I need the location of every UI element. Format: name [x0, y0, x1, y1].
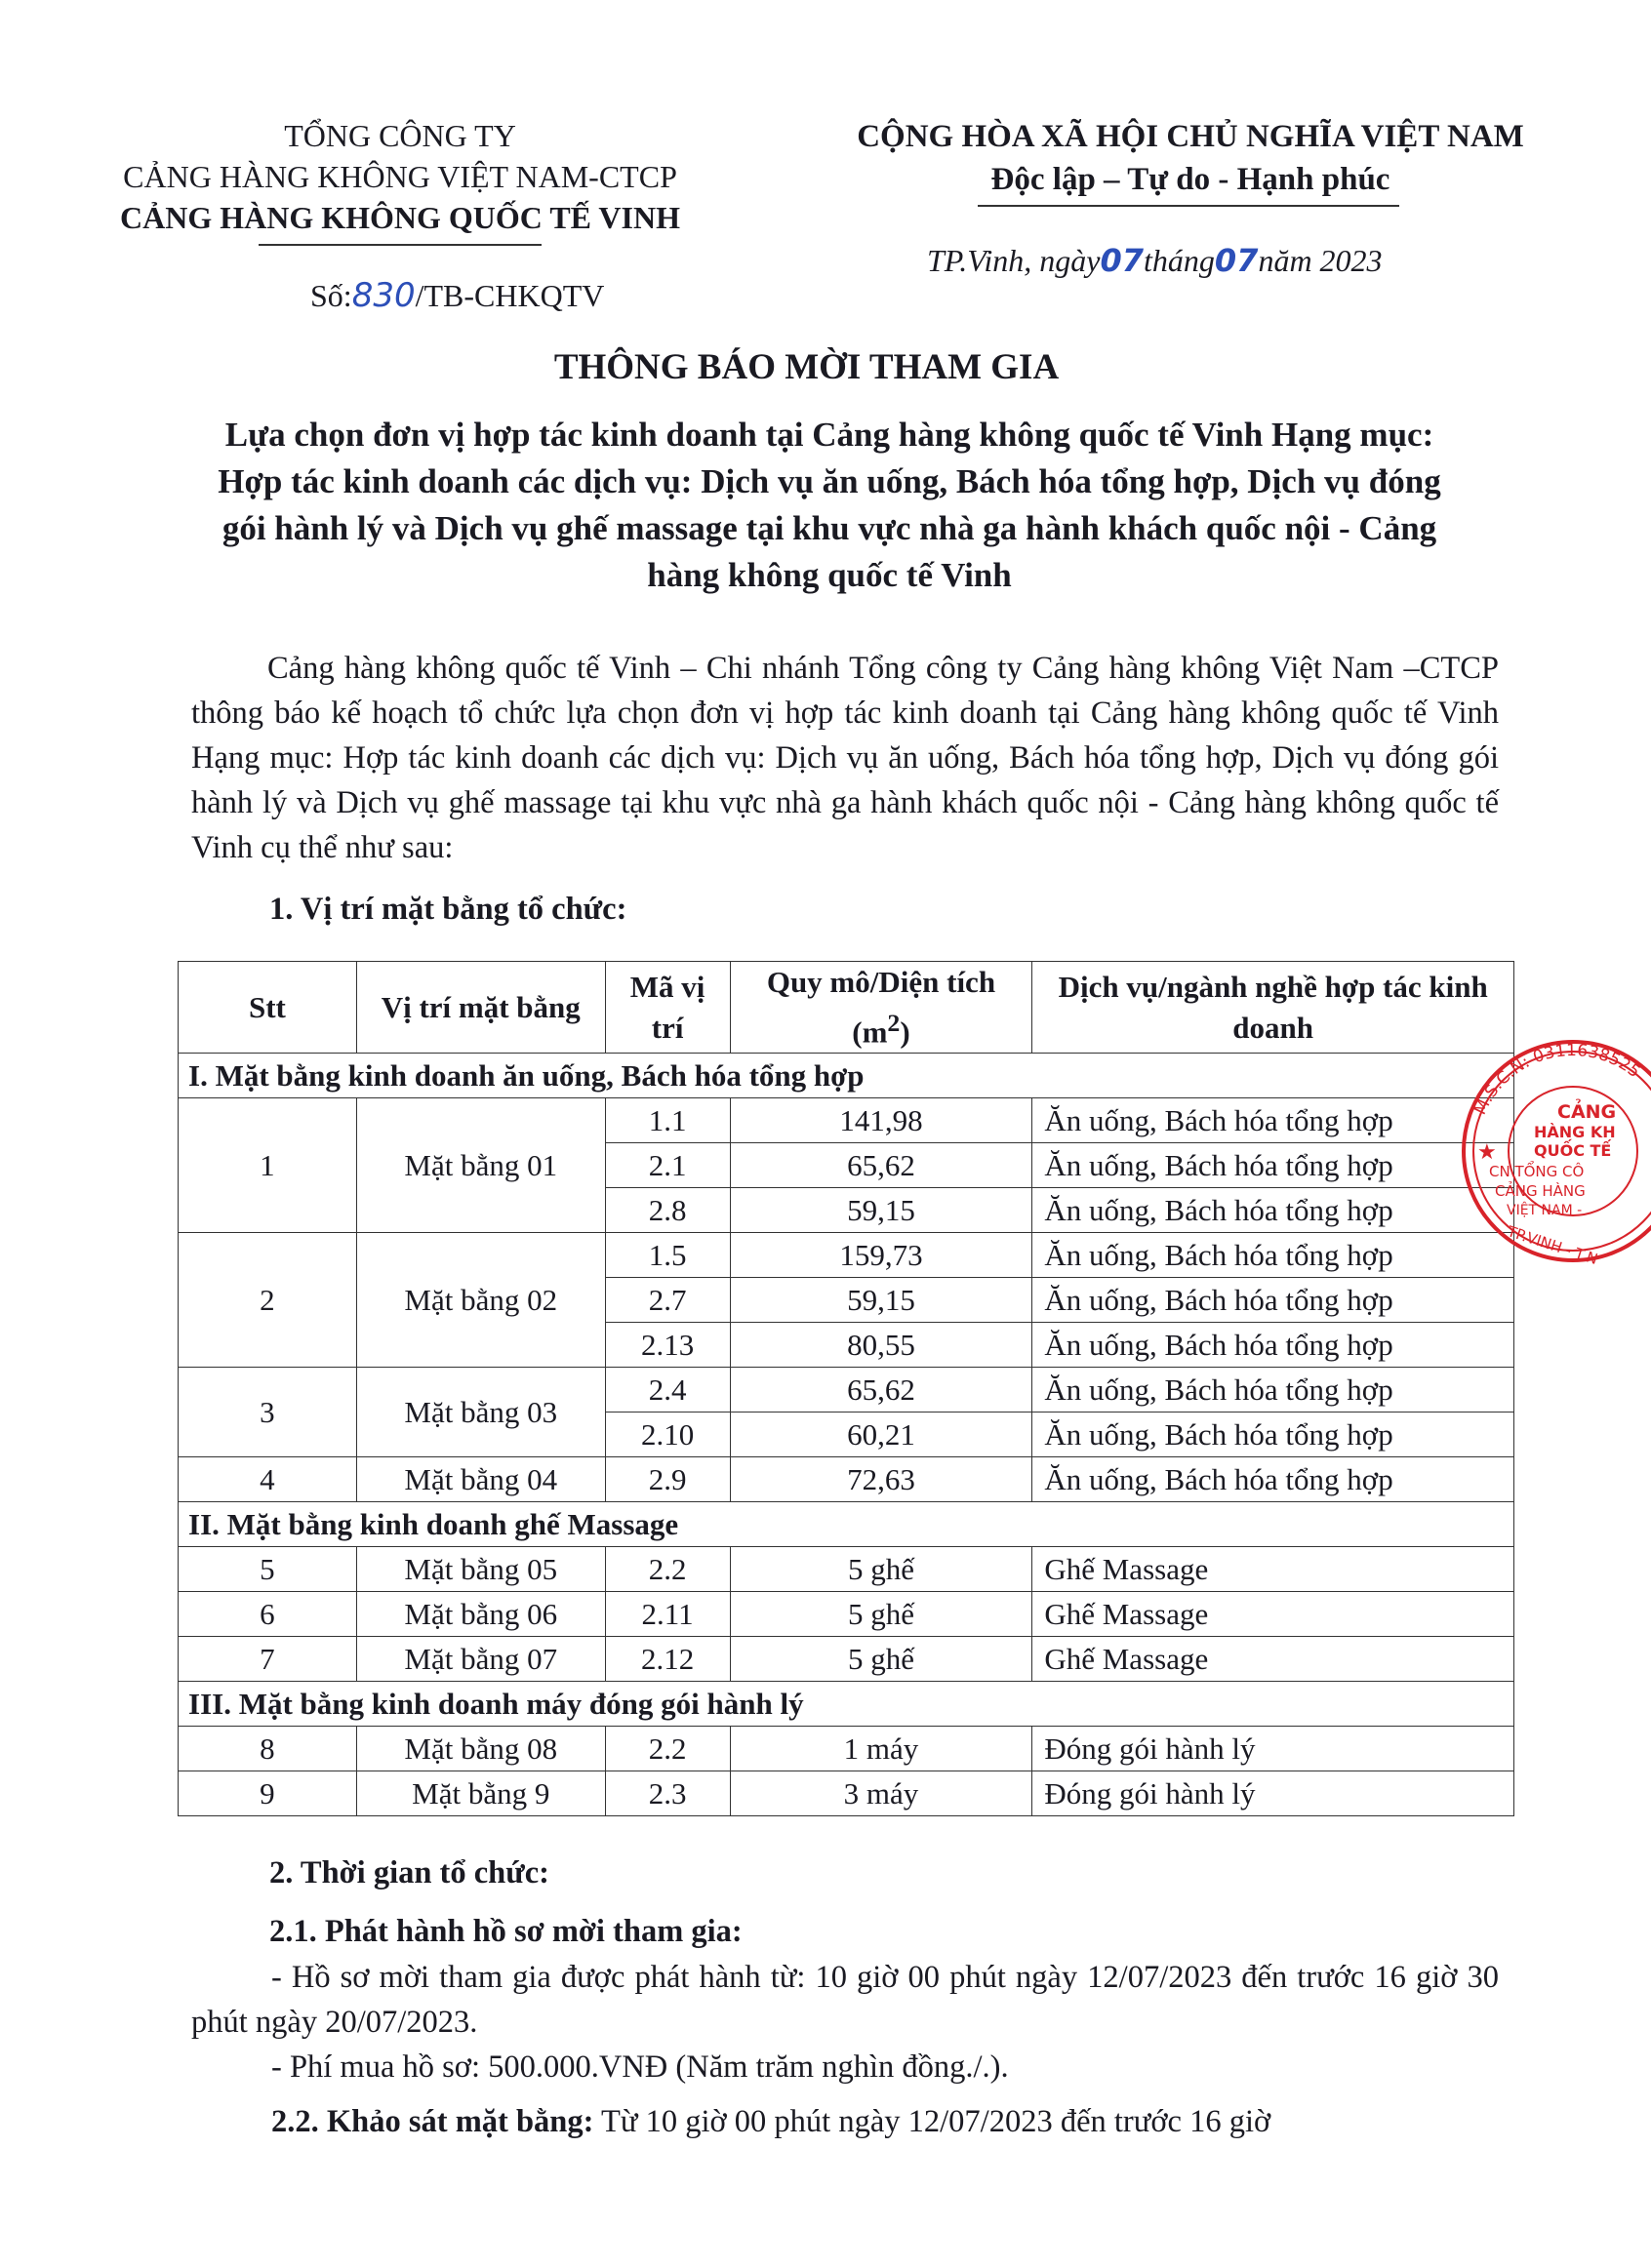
- national-motto: Độc lập – Tự do - Hạnh phúc: [990, 162, 1390, 197]
- table-row: [179, 1233, 1514, 1278]
- cell-service: Ăn uống, Bách hóa tổng hợp: [1032, 1457, 1514, 1502]
- header-code: Mã vị trí: [605, 962, 730, 1054]
- cell-service: Ăn uống, Bách hóa tổng hợp: [1032, 1323, 1514, 1368]
- cell-stt: 7: [179, 1637, 357, 1682]
- cell-stt: 2: [179, 1233, 357, 1368]
- cell-code: 1.1: [605, 1098, 730, 1143]
- cell-code: 2.4: [605, 1368, 730, 1413]
- national-name: CỘNG HÒA XÃ HỘI CHỦ NGHĨA VIỆT NAM: [857, 119, 1524, 154]
- section-2-heading: 2. Thời gian tổ chức:: [269, 1855, 549, 1890]
- cell-code: 2.12: [605, 1637, 730, 1682]
- group-1-label: I. Mặt bằng kinh doanh ăn uống, Bách hóa tổng hợp: [179, 1054, 1514, 1098]
- issuer-name: CẢNG HÀNG KHÔNG QUỐC TẾ VINH: [120, 200, 680, 235]
- group-3-label: III. Mặt bằng kinh doanh máy đóng gói hành lý: [179, 1682, 1514, 1727]
- section-2-2-text: Từ 10 giờ 00 phút ngày 12/07/2023 đến trước 16 giờ: [593, 2104, 1271, 2139]
- group-row: [179, 1502, 1514, 1547]
- cell-code: 2.10: [605, 1413, 730, 1457]
- seal-line-6: VIỆT NAM -: [1507, 1203, 1583, 1218]
- table-row: [179, 1637, 1514, 1682]
- document-subtitle: Lựa chọn đơn vị hợp tác kinh doanh tại Cảng hàng không quốc tế Vinh Hạng mục: Hợp tác kinh doanh các dịch vụ: Dịch vụ ăn uống, Bách hóa tổng hợp, Dịch vụ đóng gói hành lý và Dịch vụ ghế massage tại khu vực nhà ga hành khách quốc nội - Cảng hàng không quốc tế Vinh: [218, 416, 1441, 594]
- cell-code: 2.9: [605, 1457, 730, 1502]
- table-row: [179, 1771, 1514, 1816]
- section-1-heading: 1. Vị trí mặt bằng tổ chức:: [269, 892, 627, 927]
- cell-service: Ăn uống, Bách hóa tổng hợp: [1032, 1143, 1514, 1188]
- national-heading: [790, 115, 1591, 201]
- cell-stt: 6: [179, 1592, 357, 1637]
- intro-paragraph: Cảng hàng không quốc tế Vinh – Chi nhánh Tổng công ty Cảng hàng không Việt Nam –CTCP thông báo kế hoạch tổ chức lựa chọn đơn vị hợp tác kinh doanh tại Cảng hàng không quốc tế Vinh Hạng mục: Hợp tác kinh doanh các dịch vụ: Dịch vụ ăn uống, Bách hóa tổng hợp, Dịch vụ đóng gói hành lý và Dịch vụ ghế massage tại khu vực nhà ga hành khách quốc nội - Cảng hàng không quốc tế Vinh cụ thể như sau:: [191, 651, 1499, 865]
- cell-stt: 3: [179, 1368, 357, 1457]
- cell-code: 2.1: [605, 1143, 730, 1188]
- cell-code: 1.5: [605, 1233, 730, 1278]
- date-year: năm 2023: [1258, 243, 1383, 278]
- cell-service: Ăn uống, Bách hóa tổng hợp: [1032, 1278, 1514, 1323]
- cell-area: 59,15: [730, 1188, 1032, 1233]
- table-row: [179, 1457, 1514, 1502]
- header-service: Dịch vụ/ngành nghề hợp tác kinh doanh: [1032, 962, 1514, 1054]
- section-2-2-heading: 2.2. Khảo sát mặt bằng:: [271, 2104, 594, 2139]
- cell-area: 80,55: [730, 1323, 1032, 1368]
- cell-code: 2.2: [605, 1547, 730, 1592]
- cell-stt: 5: [179, 1547, 357, 1592]
- date-prefix: TP.Vinh, ngày: [927, 243, 1101, 278]
- cell-service: Ghế Massage: [1032, 1637, 1514, 1682]
- section-2-1-line-1: - Hồ sơ mời tham gia được phát hành từ: 10 giờ 00 phút ngày 12/07/2023 đến trước 16 giờ 30 phút ngày 20/07/2023.: [191, 1960, 1499, 2040]
- cell-site: Mặt bằng 02: [356, 1233, 605, 1368]
- cell-service: Ăn uống, Bách hóa tổng hợp: [1032, 1233, 1514, 1278]
- cell-site: Mặt bằng 9: [356, 1771, 605, 1816]
- cell-code: 2.13: [605, 1323, 730, 1368]
- cell-service: Ăn uống, Bách hóa tổng hợp: [1032, 1368, 1514, 1413]
- cell-stt: 8: [179, 1727, 357, 1771]
- cell-code: 2.8: [605, 1188, 730, 1233]
- cell-code: 2.2: [605, 1727, 730, 1771]
- cell-site: Mặt bằng 08: [356, 1727, 605, 1771]
- cell-stt: 1: [179, 1098, 357, 1233]
- date-month-handwritten: 07: [1214, 242, 1259, 279]
- group-row: [179, 1054, 1514, 1098]
- cell-service: Ăn uống, Bách hóa tổng hợp: [1032, 1098, 1514, 1143]
- issuer-parent-line2: CẢNG HÀNG KHÔNG VIỆT NAM-CTCP: [123, 159, 677, 194]
- section-2-1-line-2: - Phí mua hồ sơ: 500.000.VNĐ (Năm trăm nghìn đồng./.).: [271, 2049, 1009, 2085]
- cell-area: 72,63: [730, 1457, 1032, 1502]
- table-row: [179, 1547, 1514, 1592]
- motto-underline: [978, 205, 1399, 207]
- cell-service: Đóng gói hành lý: [1032, 1727, 1514, 1771]
- cell-area: 141,98: [730, 1098, 1032, 1143]
- cell-code: 2.7: [605, 1278, 730, 1323]
- date-month-label: tháng: [1144, 243, 1215, 278]
- header-area-unit-close: ): [900, 1015, 910, 1050]
- table-row: [179, 1368, 1514, 1413]
- group-row: [179, 1682, 1514, 1727]
- issuer-parent-line1: TỔNG CÔNG TY: [284, 118, 516, 153]
- header-area-label: Quy mô/Diện tích: [766, 965, 996, 999]
- cell-area: 1 máy: [730, 1727, 1032, 1771]
- seal-line-4: CN TỔNG CÔ: [1489, 1163, 1585, 1180]
- cell-site: Mặt bằng 07: [356, 1637, 605, 1682]
- cell-area: 5 ghế: [730, 1592, 1032, 1637]
- cell-site: Mặt bằng 06: [356, 1592, 605, 1637]
- cell-service: Ghế Massage: [1032, 1547, 1514, 1592]
- header-area-unit-sup: 2: [887, 1009, 901, 1037]
- cell-service: Đóng gói hành lý: [1032, 1771, 1514, 1816]
- place-date: [927, 242, 1383, 279]
- cell-area: 5 ghế: [730, 1637, 1032, 1682]
- cell-site: Mặt bằng 05: [356, 1547, 605, 1592]
- doc-number-prefix: Số:: [310, 278, 352, 313]
- cell-service: Ăn uống, Bách hóa tổng hợp: [1032, 1188, 1514, 1233]
- cell-stt: 4: [179, 1457, 357, 1502]
- seal-bottom-text: TP.VINH - T.N: [1505, 1222, 1600, 1268]
- header-stt: Stt: [179, 962, 357, 1054]
- header-area-unit: (m: [852, 1015, 888, 1050]
- table-header-row: [179, 962, 1514, 1054]
- cell-area: 3 máy: [730, 1771, 1032, 1816]
- cell-area: 60,21: [730, 1413, 1032, 1457]
- cell-service: Ăn uống, Bách hóa tổng hợp: [1032, 1413, 1514, 1457]
- cell-area: 59,15: [730, 1278, 1032, 1323]
- cell-site: Mặt bằng 01: [356, 1098, 605, 1233]
- cell-area: 65,62: [730, 1368, 1032, 1413]
- group-2-label: II. Mặt bằng kinh doanh ghế Massage: [179, 1502, 1514, 1547]
- cell-code: 2.3: [605, 1771, 730, 1816]
- official-seal: [1456, 1034, 1651, 1268]
- cell-area: 65,62: [730, 1143, 1032, 1188]
- table-row: [179, 1592, 1514, 1637]
- document-title: THÔNG BÁO MỜI THAM GIA: [553, 347, 1060, 387]
- doc-number-suffix: /TB-CHKQTV: [415, 278, 605, 313]
- cell-site: Mặt bằng 03: [356, 1368, 605, 1457]
- issuer-underline: [259, 244, 542, 246]
- date-day-handwritten: 07: [1100, 242, 1145, 279]
- issuer-block: [107, 115, 693, 238]
- header-area: [730, 962, 1032, 1054]
- doc-number-handwritten: 830: [351, 276, 416, 315]
- cell-site: Mặt bằng 04: [356, 1457, 605, 1502]
- seal-outer-text: M.S.C.N: 0311638525: [1470, 1040, 1644, 1119]
- table-row: [179, 1098, 1514, 1143]
- header-site: Vị trí mặt bằng: [356, 962, 605, 1054]
- cell-code: 2.11: [605, 1592, 730, 1637]
- premises-table: [178, 961, 1514, 1816]
- seal-line-2: HÀNG KH: [1534, 1123, 1616, 1141]
- table-row: [179, 1727, 1514, 1771]
- section-2-1-heading: 2.1. Phát hành hồ sơ mời tham gia:: [269, 1914, 743, 1949]
- seal-line-5: CẢNG HÀNG: [1495, 1182, 1586, 1200]
- seal-star-left-icon: ★: [1477, 1140, 1497, 1165]
- seal-line-1: CẢNG: [1557, 1101, 1617, 1123]
- cell-stt: 9: [179, 1771, 357, 1816]
- section-2-2: [271, 2099, 1520, 2144]
- seal-line-3: QUỐC TẾ: [1534, 1141, 1612, 1160]
- cell-area: 5 ghế: [730, 1547, 1032, 1592]
- document-number: [310, 276, 604, 315]
- cell-area: 159,73: [730, 1233, 1032, 1278]
- cell-service: Ghế Massage: [1032, 1592, 1514, 1637]
